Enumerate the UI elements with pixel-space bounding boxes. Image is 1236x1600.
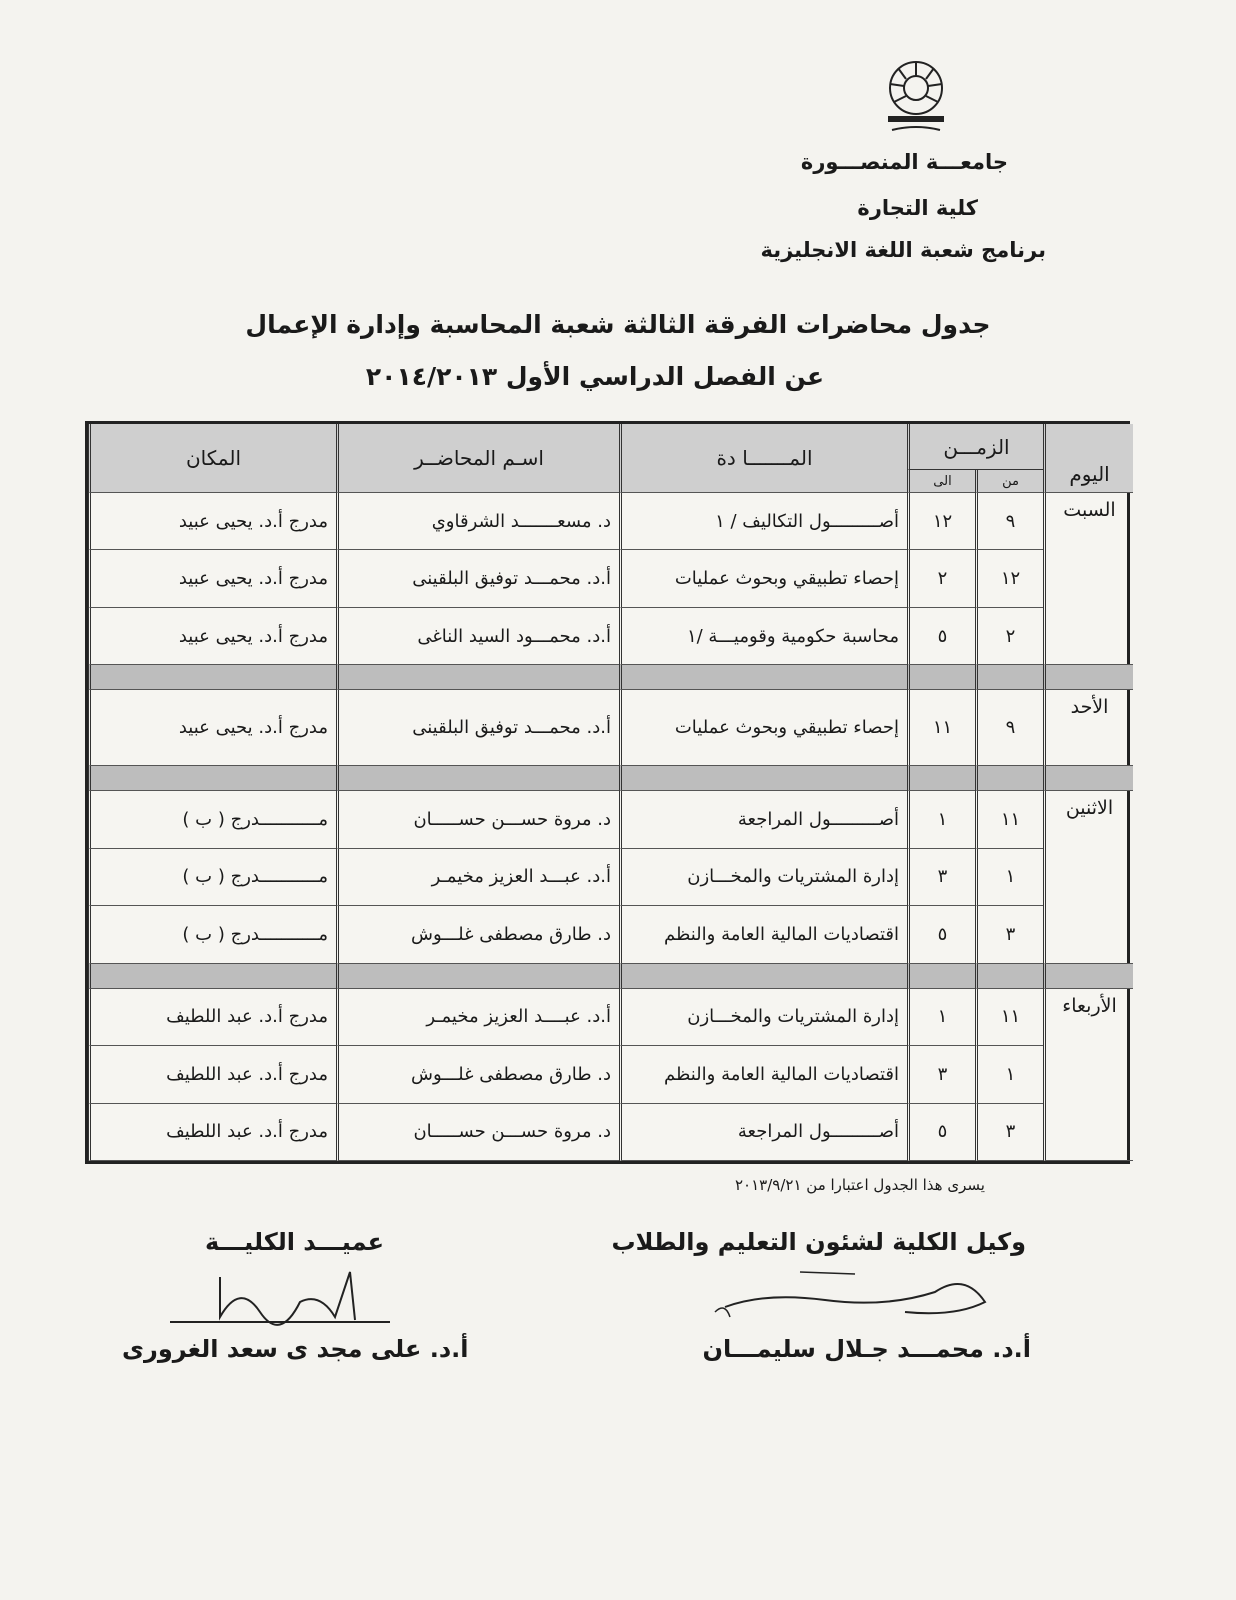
place-cell: مدرج أ.د. عبد اللطيف <box>88 1046 336 1103</box>
time-to: ٥ <box>907 906 975 963</box>
time-from: ١ <box>975 849 1043 906</box>
time-to: ١ <box>907 791 975 848</box>
schedule-table <box>85 421 1130 1164</box>
subject-cell: إدارة المشتريات والمخـــازن <box>619 849 907 906</box>
time-from: ١٢ <box>975 550 1043 607</box>
header-day: اليوم <box>1043 424 1133 493</box>
university-name: جامعـــة المنصـــورة <box>800 150 1008 174</box>
time-to: ٥ <box>907 608 975 665</box>
subject-cell: إحصاء تطبيقي وبحوث عمليات <box>619 550 907 607</box>
place-cell: مدرج أ.د. يحيى عبيد <box>88 690 336 766</box>
table-row <box>88 493 1133 550</box>
time-from: ٢ <box>975 608 1043 665</box>
time-from: ١ <box>975 1046 1043 1103</box>
time-to: ١ <box>907 989 975 1046</box>
dean-signature <box>160 1262 400 1332</box>
lecturer-cell: أ.د. عبــــد العزيز مخيمـر <box>336 989 619 1046</box>
lecturer-cell: د. طارق مصطفى غلـــوش <box>336 1046 619 1103</box>
day-cell: الأربعاء <box>1043 989 1133 1161</box>
lecturer-cell: د. مروة حســـن حســـــان <box>336 1104 619 1162</box>
time-to: ٥ <box>907 1104 975 1162</box>
table-row <box>88 550 1133 607</box>
header-subject: المـــــــا دة <box>619 424 907 493</box>
dean-title: عميـــد الكليـــة <box>205 1228 385 1256</box>
lecturer-cell: أ.د. محمـــود السيد الناغى <box>336 608 619 665</box>
program-name: برنامج شعبة اللغة الانجليزية <box>760 238 1046 262</box>
time-from: ٩ <box>975 493 1043 550</box>
header-from: من <box>975 470 1043 493</box>
subject-cell: إدارة المشتريات والمخـــازن <box>619 989 907 1046</box>
dean-name: أ.د. على مجد ى سعد الغرورى <box>122 1335 469 1363</box>
subject-cell: أصـــــــــول التكاليف / ١ <box>619 493 907 550</box>
lecturer-cell: د. مروة حســـن حســـــان <box>336 791 619 848</box>
validity-note: يسرى هذا الجدول اعتبارا من ٢٠١٣/٩/٢١ <box>735 1176 985 1194</box>
time-to: ٢ <box>907 550 975 607</box>
separator-row <box>88 665 1133 690</box>
place-cell: مـــــــــــدرج ( ب ) <box>88 849 336 906</box>
header-place: المكان <box>88 424 336 493</box>
table-row <box>88 1046 1133 1103</box>
place-cell: مدرج أ.د. يحيى عبيد <box>88 550 336 607</box>
table-row <box>88 906 1133 963</box>
time-to: ٣ <box>907 1046 975 1103</box>
vice-dean-name: أ.د. محمـــد جـلال سليمـــان <box>702 1335 1031 1363</box>
time-to: ٣ <box>907 849 975 906</box>
faculty-name: كلية التجارة <box>857 196 978 220</box>
day-cell: السبت <box>1043 493 1133 665</box>
subject-cell: اقتصاديات المالية العامة والنظم <box>619 906 907 963</box>
table-row <box>88 849 1133 906</box>
vice-dean-title: وكيل الكلية لشئون التعليم والطلاب <box>611 1228 1026 1256</box>
time-from: ٣ <box>975 906 1043 963</box>
subject-cell: اقتصاديات المالية العامة والنظم <box>619 1046 907 1103</box>
table-row <box>88 608 1133 665</box>
header-time: الزمـــن <box>907 424 1043 470</box>
subject-cell: إحصاء تطبيقي وبحوث عمليات <box>619 690 907 766</box>
time-to: ١١ <box>907 690 975 766</box>
separator-row <box>88 964 1133 989</box>
time-from: ٣ <box>975 1104 1043 1162</box>
lecturer-cell: أ.د. محمـــد توفيق البلقينى <box>336 550 619 607</box>
time-to: ١٢ <box>907 493 975 550</box>
table-row <box>88 1104 1133 1162</box>
lecturer-cell: أ.د. عبـــد العزيز مخيمـر <box>336 849 619 906</box>
header-to: الى <box>907 470 975 493</box>
day-cell: الأحد <box>1043 690 1133 766</box>
table-row <box>88 989 1133 1046</box>
lecturer-cell: د. طارق مصطفى غلـــوش <box>336 906 619 963</box>
header-lecturer: اسـم المحاضــر <box>336 424 619 493</box>
place-cell: مـــــــــــدرج ( ب ) <box>88 791 336 848</box>
time-from: ٩ <box>975 690 1043 766</box>
place-cell: مدرج أ.د. يحيى عبيد <box>88 493 336 550</box>
place-cell: مدرج أ.د. عبد اللطيف <box>88 989 336 1046</box>
separator-row <box>88 766 1133 791</box>
place-cell: مدرج أ.د. عبد اللطيف <box>88 1104 336 1162</box>
time-from: ١١ <box>975 791 1043 848</box>
university-logo <box>868 58 964 140</box>
lecturer-cell: أ.د. محمـــد توفيق البلقينى <box>336 690 619 766</box>
vice-dean-signature <box>705 1262 1005 1332</box>
subject-cell: محاسبة حكومية وقوميـــة /١ <box>619 608 907 665</box>
table-row <box>88 791 1133 848</box>
subject-cell: أصـــــــــول المراجعة <box>619 791 907 848</box>
document-title: جدول محاضرات الفرقة الثالثة شعبة المحاسبة وإدارة الإعمال <box>245 310 991 339</box>
document-subtitle: عن الفصل الدراسي الأول ٢٠١٤/٢٠١٣ <box>365 362 825 391</box>
subject-cell: أصـــــــــول المراجعة <box>619 1104 907 1162</box>
time-from: ١١ <box>975 989 1043 1046</box>
table-row <box>88 690 1133 766</box>
lecturer-cell: د. مسعـــــــد الشرقاوي <box>336 493 619 550</box>
place-cell: مدرج أ.د. يحيى عبيد <box>88 608 336 665</box>
place-cell: مـــــــــــدرج ( ب ) <box>88 906 336 963</box>
day-cell: الاثنين <box>1043 791 1133 963</box>
